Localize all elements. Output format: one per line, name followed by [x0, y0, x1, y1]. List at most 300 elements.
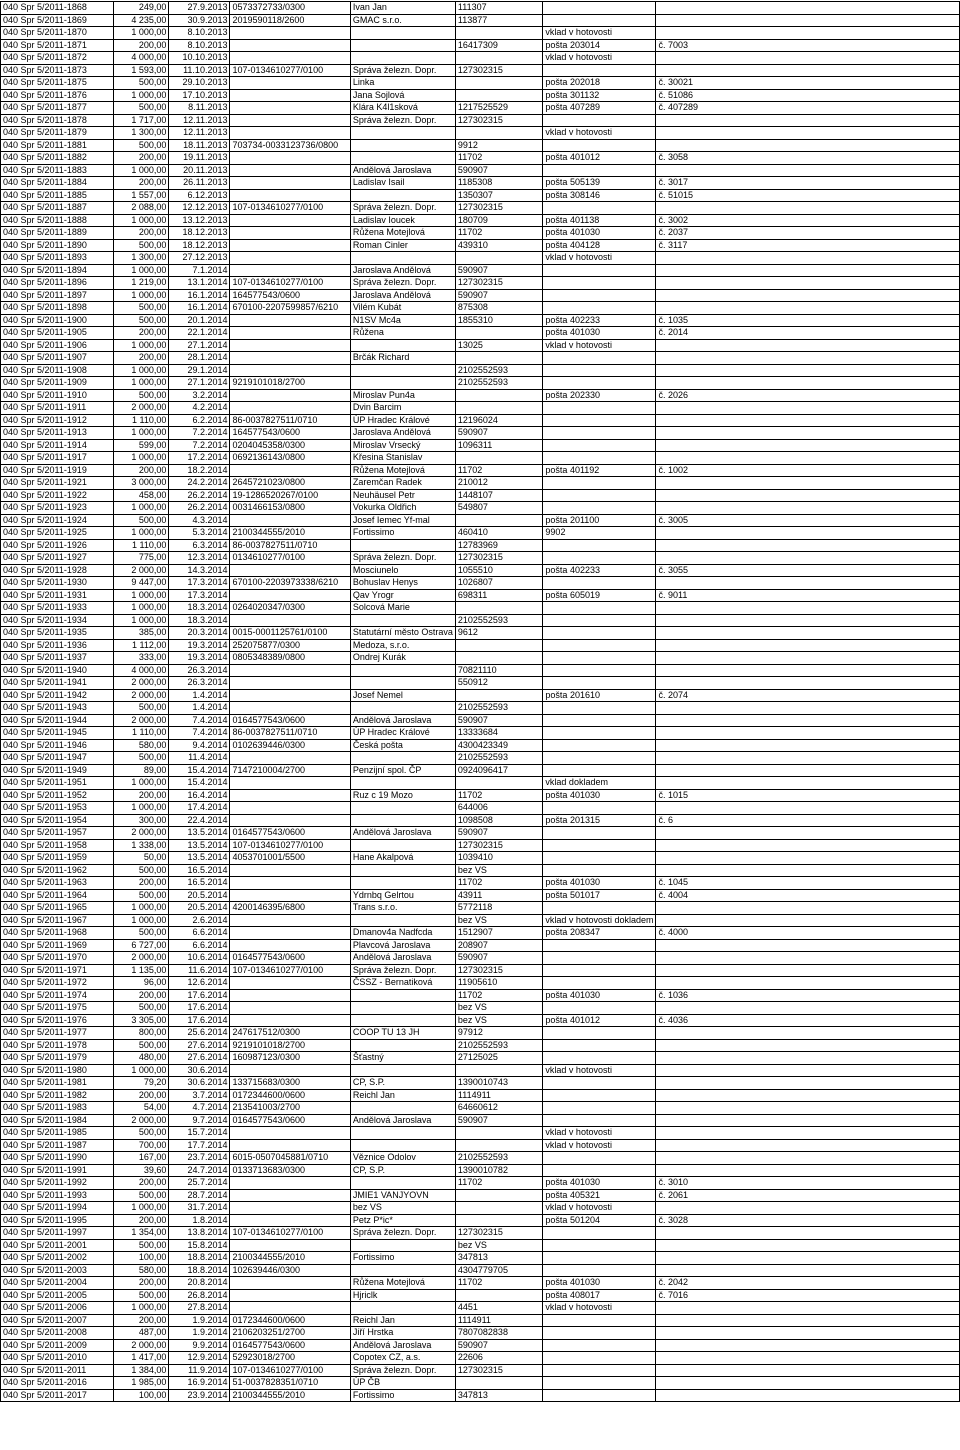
- table-row: [1, 952, 960, 965]
- amount-cell: 1 000,00: [113, 914, 168, 927]
- case-number-cell: 040 Spr 5/2011-1883: [1, 164, 114, 177]
- table-row: [1, 414, 960, 427]
- case-number-cell: 040 Spr 5/2011-1921: [1, 477, 114, 490]
- date-cell: 15.7.2014: [169, 1127, 230, 1140]
- date-cell: 6.3.2014: [169, 539, 230, 552]
- account-cell: 107-0134610277/0100: [230, 1227, 350, 1240]
- account-cell: [230, 1277, 350, 1290]
- table-row: [1, 1164, 960, 1177]
- case-number-cell: 040 Spr 5/2011-1985: [1, 1127, 114, 1140]
- payer-cell: Miroslav Vrsecký: [350, 439, 455, 452]
- account-cell: [230, 702, 350, 715]
- date-cell: 4.3.2014: [169, 514, 230, 527]
- note-cell: [543, 202, 656, 215]
- case-number-cell: 040 Spr 5/2011-1905: [1, 327, 114, 340]
- variable-symbol-cell: 1055510: [455, 564, 543, 577]
- payer-cell: Reichl Jan: [350, 1089, 455, 1102]
- payer-cell: Andělová Jaroslava: [350, 827, 455, 840]
- payer-cell: Růžena Motejlová: [350, 1277, 455, 1290]
- note-cell: [543, 1252, 656, 1265]
- note-cell: 9902: [543, 527, 656, 540]
- table-row: [1, 364, 960, 377]
- date-cell: 27.1.2014: [169, 339, 230, 352]
- account-cell: 0172344600/0600: [230, 1089, 350, 1102]
- note-detail-cell: [656, 839, 960, 852]
- amount-cell: 1 000,00: [113, 452, 168, 465]
- account-cell: 0133713683/0300: [230, 1164, 350, 1177]
- payer-cell: Správa železn. Dopr.: [350, 1227, 455, 1240]
- date-cell: 17.6.2014: [169, 989, 230, 1002]
- amount-cell: 200,00: [113, 1277, 168, 1290]
- case-number-cell: 040 Spr 5/2011-1912: [1, 414, 114, 427]
- date-cell: 7.1.2014: [169, 264, 230, 277]
- amount-cell: 580,00: [113, 1264, 168, 1277]
- variable-symbol-cell: 210012: [455, 477, 543, 490]
- table-row: [1, 389, 960, 402]
- payer-cell: Josef Iemec Yf-mal: [350, 514, 455, 527]
- case-number-cell: 040 Spr 5/2011-1984: [1, 1114, 114, 1127]
- table-row: [1, 1127, 960, 1140]
- variable-symbol-cell: 460410: [455, 527, 543, 540]
- variable-symbol-cell: [455, 1377, 543, 1390]
- amount-cell: 2 088,00: [113, 202, 168, 215]
- note-cell: [543, 627, 656, 640]
- note-detail-cell: č. 7003: [656, 39, 960, 52]
- date-cell: 27.6.2014: [169, 1052, 230, 1065]
- payer-cell: [350, 1064, 455, 1077]
- amount-cell: 3 305,00: [113, 1014, 168, 1027]
- table-row: [1, 839, 960, 852]
- note-cell: [543, 664, 656, 677]
- payer-cell: Hane Akalpová: [350, 852, 455, 865]
- account-cell: 164577543/0600: [230, 289, 350, 302]
- amount-cell: 2 000,00: [113, 677, 168, 690]
- payer-cell: [350, 252, 455, 265]
- note-cell: pošta 401030: [543, 227, 656, 240]
- date-cell: 18.11.2013: [169, 139, 230, 152]
- amount-cell: 500,00: [113, 889, 168, 902]
- payer-cell: Qav Yrogr: [350, 589, 455, 602]
- case-number-cell: 040 Spr 5/2011-1994: [1, 1202, 114, 1215]
- note-detail-cell: [656, 502, 960, 515]
- account-cell: [230, 1302, 350, 1315]
- variable-symbol-cell: 550912: [455, 677, 543, 690]
- note-cell: pošta 201610: [543, 689, 656, 702]
- date-cell: 6.6.2014: [169, 939, 230, 952]
- note-detail-cell: [656, 477, 960, 490]
- note-cell: [543, 602, 656, 615]
- case-number-cell: 040 Spr 5/2011-1906: [1, 339, 114, 352]
- variable-symbol-cell: 11702: [455, 1177, 543, 1190]
- table-row: [1, 302, 960, 315]
- amount-cell: 2 000,00: [113, 402, 168, 415]
- account-cell: 670100-2203973338/6210: [230, 577, 350, 590]
- date-cell: 19.11.2013: [169, 152, 230, 165]
- table-row: [1, 714, 960, 727]
- case-number-cell: 040 Spr 5/2011-1979: [1, 1052, 114, 1065]
- payer-cell: Andělová Jaroslava: [350, 1339, 455, 1352]
- note-detail-cell: [656, 1077, 960, 1090]
- amount-cell: 500,00: [113, 102, 168, 115]
- amount-cell: 200,00: [113, 152, 168, 165]
- amount-cell: 9 447,00: [113, 577, 168, 590]
- case-number-cell: 040 Spr 5/2011-1890: [1, 239, 114, 252]
- note-cell: [543, 1077, 656, 1090]
- payer-cell: [350, 814, 455, 827]
- note-cell: [543, 739, 656, 752]
- case-number-cell: 040 Spr 5/2011-1976: [1, 1014, 114, 1027]
- note-detail-cell: [656, 627, 960, 640]
- date-cell: 6.2.2014: [169, 414, 230, 427]
- case-number-cell: 040 Spr 5/2011-1940: [1, 664, 114, 677]
- table-row: [1, 852, 960, 865]
- account-cell: [230, 164, 350, 177]
- payer-cell: [350, 1264, 455, 1277]
- note-cell: [543, 1027, 656, 1040]
- account-cell: [230, 114, 350, 127]
- note-cell: pošta 201100: [543, 514, 656, 527]
- note-cell: [543, 439, 656, 452]
- variable-symbol-cell: 590907: [455, 714, 543, 727]
- variable-symbol-cell: 127302315: [455, 64, 543, 77]
- table-row: [1, 239, 960, 252]
- note-cell: [543, 452, 656, 465]
- payer-cell: Správa železn. Dopr.: [350, 64, 455, 77]
- note-cell: [543, 1327, 656, 1340]
- account-cell: [230, 939, 350, 952]
- amount-cell: 2 000,00: [113, 1339, 168, 1352]
- account-cell: [230, 864, 350, 877]
- note-detail-cell: [656, 739, 960, 752]
- date-cell: 26.8.2014: [169, 1289, 230, 1302]
- payer-cell: Dmanov4a Nadfcda: [350, 927, 455, 940]
- amount-cell: 1 000,00: [113, 1202, 168, 1215]
- amount-cell: 1 000,00: [113, 427, 168, 440]
- case-number-cell: 040 Spr 5/2011-1943: [1, 702, 114, 715]
- table-row: [1, 152, 960, 165]
- variable-symbol-cell: 127302315: [455, 202, 543, 215]
- amount-cell: 500,00: [113, 389, 168, 402]
- date-cell: 14.3.2014: [169, 564, 230, 577]
- amount-cell: 500,00: [113, 139, 168, 152]
- account-cell: 0164577543/0600: [230, 952, 350, 965]
- variable-symbol-cell: 127302315: [455, 277, 543, 290]
- account-cell: 86-0037827511/0710: [230, 539, 350, 552]
- payments-table: [0, 1, 960, 1402]
- table-row: [1, 127, 960, 140]
- amount-cell: 1 135,00: [113, 964, 168, 977]
- case-number-cell: 040 Spr 5/2011-1876: [1, 89, 114, 102]
- variable-symbol-cell: 2102552593: [455, 364, 543, 377]
- account-cell: [230, 127, 350, 140]
- case-number-cell: 040 Spr 5/2011-1941: [1, 677, 114, 690]
- note-cell: [543, 727, 656, 740]
- table-row: [1, 277, 960, 290]
- case-number-cell: 040 Spr 5/2011-1975: [1, 1002, 114, 1015]
- case-number-cell: 040 Spr 5/2011-1980: [1, 1064, 114, 1077]
- date-cell: 11.4.2014: [169, 752, 230, 765]
- note-cell: [543, 952, 656, 965]
- amount-cell: 500,00: [113, 864, 168, 877]
- variable-symbol-cell: 127302315: [455, 964, 543, 977]
- note-cell: pošta 401030: [543, 877, 656, 890]
- variable-symbol-cell: 0924096417: [455, 764, 543, 777]
- case-number-cell: 040 Spr 5/2011-1936: [1, 639, 114, 652]
- table-row: [1, 1189, 960, 1202]
- amount-cell: 1 000,00: [113, 214, 168, 227]
- date-cell: 17.3.2014: [169, 589, 230, 602]
- case-number-cell: 040 Spr 5/2011-1909: [1, 377, 114, 390]
- date-cell: 18.8.2014: [169, 1264, 230, 1277]
- table-row: [1, 189, 960, 202]
- note-cell: pošta 401192: [543, 464, 656, 477]
- amount-cell: 500,00: [113, 752, 168, 765]
- note-cell: [543, 977, 656, 990]
- table-row: [1, 552, 960, 565]
- payer-cell: Mosciunelo: [350, 564, 455, 577]
- case-number-cell: 040 Spr 5/2011-1872: [1, 52, 114, 65]
- case-number-cell: 040 Spr 5/2011-1949: [1, 764, 114, 777]
- date-cell: 3.2.2014: [169, 389, 230, 402]
- note-detail-cell: [656, 1127, 960, 1140]
- table-row: [1, 402, 960, 415]
- note-detail-cell: [656, 252, 960, 265]
- amount-cell: 200,00: [113, 989, 168, 1002]
- variable-symbol-cell: 1217525529: [455, 102, 543, 115]
- note-detail-cell: [656, 702, 960, 715]
- table-row: [1, 877, 960, 890]
- table-row: [1, 939, 960, 952]
- account-cell: [230, 402, 350, 415]
- date-cell: 12.11.2013: [169, 127, 230, 140]
- table-row: [1, 102, 960, 115]
- case-number-cell: 040 Spr 5/2011-1993: [1, 1189, 114, 1202]
- case-number-cell: 040 Spr 5/2011-1889: [1, 227, 114, 240]
- payer-cell: Správa železn. Dopr.: [350, 1364, 455, 1377]
- case-number-cell: 040 Spr 5/2011-1958: [1, 839, 114, 852]
- date-cell: 4.2.2014: [169, 402, 230, 415]
- note-cell: vklad dokladem: [543, 777, 656, 790]
- account-cell: [230, 1177, 350, 1190]
- note-cell: [543, 64, 656, 77]
- variable-symbol-cell: 590907: [455, 427, 543, 440]
- note-detail-cell: č. 3055: [656, 564, 960, 577]
- case-number-cell: 040 Spr 5/2011-2002: [1, 1252, 114, 1265]
- note-detail-cell: [656, 764, 960, 777]
- account-cell: 0573372733/0300: [230, 2, 350, 15]
- note-detail-cell: č. 6: [656, 814, 960, 827]
- payer-cell: Ivan Jan: [350, 2, 455, 15]
- note-detail-cell: [656, 139, 960, 152]
- note-cell: [543, 1339, 656, 1352]
- date-cell: 17.4.2014: [169, 802, 230, 815]
- account-cell: 2019590118/2600: [230, 14, 350, 27]
- payer-cell: Linka: [350, 77, 455, 90]
- note-cell: vklad v hotovosti: [543, 1064, 656, 1077]
- table-row: [1, 1339, 960, 1352]
- note-detail-cell: [656, 664, 960, 677]
- table-row: [1, 289, 960, 302]
- variable-symbol-cell: bez VS: [455, 864, 543, 877]
- note-cell: vklad v hotovosti: [543, 52, 656, 65]
- table-row: [1, 902, 960, 915]
- note-detail-cell: č. 9011: [656, 589, 960, 602]
- case-number-cell: 040 Spr 5/2011-1967: [1, 914, 114, 927]
- variable-symbol-cell: 43911: [455, 889, 543, 902]
- case-number-cell: 040 Spr 5/2011-1987: [1, 1139, 114, 1152]
- amount-cell: 1 000,00: [113, 902, 168, 915]
- date-cell: 26.2.2014: [169, 489, 230, 502]
- note-detail-cell: č. 3028: [656, 1214, 960, 1227]
- date-cell: 12.12.2013: [169, 202, 230, 215]
- account-cell: [230, 364, 350, 377]
- variable-symbol-cell: 7807082838: [455, 1327, 543, 1340]
- table-row: [1, 327, 960, 340]
- date-cell: 10.6.2014: [169, 952, 230, 965]
- case-number-cell: 040 Spr 5/2011-1953: [1, 802, 114, 815]
- note-detail-cell: [656, 914, 960, 927]
- variable-symbol-cell: 11702: [455, 989, 543, 1002]
- account-cell: [230, 239, 350, 252]
- note-detail-cell: [656, 1114, 960, 1127]
- variable-symbol-cell: [455, 514, 543, 527]
- account-cell: 6015-0507045881/0710: [230, 1152, 350, 1165]
- note-cell: [543, 1227, 656, 1240]
- case-number-cell: 040 Spr 5/2011-1977: [1, 1027, 114, 1040]
- variable-symbol-cell: [455, 652, 543, 665]
- table-row: [1, 427, 960, 440]
- variable-symbol-cell: 1855310: [455, 314, 543, 327]
- note-cell: [543, 1114, 656, 1127]
- date-cell: 27.9.2013: [169, 2, 230, 15]
- note-detail-cell: [656, 14, 960, 27]
- amount-cell: 200,00: [113, 877, 168, 890]
- table-row: [1, 202, 960, 215]
- amount-cell: 4 000,00: [113, 664, 168, 677]
- case-number-cell: 040 Spr 5/2011-1908: [1, 364, 114, 377]
- table-row: [1, 1039, 960, 1052]
- account-cell: 0692136143/0800: [230, 452, 350, 465]
- note-cell: [543, 1352, 656, 1365]
- amount-cell: 1 000,00: [113, 502, 168, 515]
- table-row: [1, 752, 960, 765]
- case-number-cell: 040 Spr 5/2011-1978: [1, 1039, 114, 1052]
- amount-cell: 1 384,00: [113, 1364, 168, 1377]
- date-cell: 1.9.2014: [169, 1327, 230, 1340]
- payer-cell: Jaroslava Andělová: [350, 427, 455, 440]
- note-cell: [543, 639, 656, 652]
- amount-cell: 1 000,00: [113, 1064, 168, 1077]
- note-detail-cell: č. 3017: [656, 177, 960, 190]
- variable-symbol-cell: 347813: [455, 1252, 543, 1265]
- account-cell: 0204045358/0300: [230, 439, 350, 452]
- date-cell: 13.12.2013: [169, 214, 230, 227]
- amount-cell: 1 000,00: [113, 589, 168, 602]
- payer-cell: Správa železn. Dopr.: [350, 114, 455, 127]
- note-detail-cell: [656, 339, 960, 352]
- amount-cell: 1 000,00: [113, 339, 168, 352]
- case-number-cell: 040 Spr 5/2011-1873: [1, 64, 114, 77]
- variable-symbol-cell: 1096311: [455, 439, 543, 452]
- table-row: [1, 1239, 960, 1252]
- table-row: [1, 1227, 960, 1240]
- account-cell: 86-0037827511/0710: [230, 414, 350, 427]
- amount-cell: 200,00: [113, 327, 168, 340]
- amount-cell: 1 300,00: [113, 252, 168, 265]
- case-number-cell: 040 Spr 5/2011-1925: [1, 527, 114, 540]
- amount-cell: 2 000,00: [113, 714, 168, 727]
- note-detail-cell: č. 30021: [656, 77, 960, 90]
- account-cell: 670100-2207599857/6210: [230, 302, 350, 315]
- note-cell: pošta 404128: [543, 239, 656, 252]
- note-detail-cell: [656, 1052, 960, 1065]
- account-cell: [230, 514, 350, 527]
- payer-cell: [350, 1039, 455, 1052]
- amount-cell: 500,00: [113, 1289, 168, 1302]
- account-cell: [230, 1064, 350, 1077]
- note-cell: [543, 714, 656, 727]
- table-row: [1, 514, 960, 527]
- payer-cell: Česká pošta: [350, 739, 455, 752]
- note-detail-cell: [656, 552, 960, 565]
- variable-symbol-cell: 1185308: [455, 177, 543, 190]
- account-cell: 213541003/2700: [230, 1102, 350, 1115]
- note-detail-cell: [656, 1364, 960, 1377]
- date-cell: 7.2.2014: [169, 427, 230, 440]
- payer-cell: [350, 677, 455, 690]
- note-detail-cell: [656, 1064, 960, 1077]
- payer-cell: [350, 1002, 455, 1015]
- account-cell: 4200146395/6800: [230, 902, 350, 915]
- table-row: [1, 1364, 960, 1377]
- note-detail-cell: [656, 1264, 960, 1277]
- variable-symbol-cell: 11905610: [455, 977, 543, 990]
- payer-cell: Miroslav Pun4a: [350, 389, 455, 402]
- note-cell: [543, 402, 656, 415]
- date-cell: 6.12.2013: [169, 189, 230, 202]
- date-cell: 20.8.2014: [169, 1277, 230, 1290]
- note-cell: [543, 1389, 656, 1402]
- date-cell: 2.6.2014: [169, 914, 230, 927]
- account-cell: [230, 227, 350, 240]
- variable-symbol-cell: 549807: [455, 502, 543, 515]
- note-cell: [543, 14, 656, 27]
- variable-symbol-cell: 4451: [455, 1302, 543, 1315]
- amount-cell: 89,00: [113, 764, 168, 777]
- account-cell: [230, 589, 350, 602]
- payer-cell: Petz P*ic*: [350, 1214, 455, 1227]
- date-cell: 1.4.2014: [169, 702, 230, 715]
- date-cell: 13.5.2014: [169, 839, 230, 852]
- account-cell: [230, 1239, 350, 1252]
- note-detail-cell: [656, 864, 960, 877]
- table-row: [1, 377, 960, 390]
- variable-symbol-cell: 127302315: [455, 1227, 543, 1240]
- note-cell: [543, 1052, 656, 1065]
- note-detail-cell: [656, 1152, 960, 1165]
- note-detail-cell: [656, 1139, 960, 1152]
- payer-cell: Růžena Motejlová: [350, 464, 455, 477]
- amount-cell: 6 727,00: [113, 939, 168, 952]
- amount-cell: 200,00: [113, 464, 168, 477]
- variable-symbol-cell: 698311: [455, 589, 543, 602]
- account-cell: 107-0134610277/0100: [230, 277, 350, 290]
- date-cell: 18.12.2013: [169, 227, 230, 240]
- date-cell: 12.3.2014: [169, 552, 230, 565]
- note-detail-cell: [656, 164, 960, 177]
- date-cell: 17.6.2014: [169, 1014, 230, 1027]
- table-row: [1, 539, 960, 552]
